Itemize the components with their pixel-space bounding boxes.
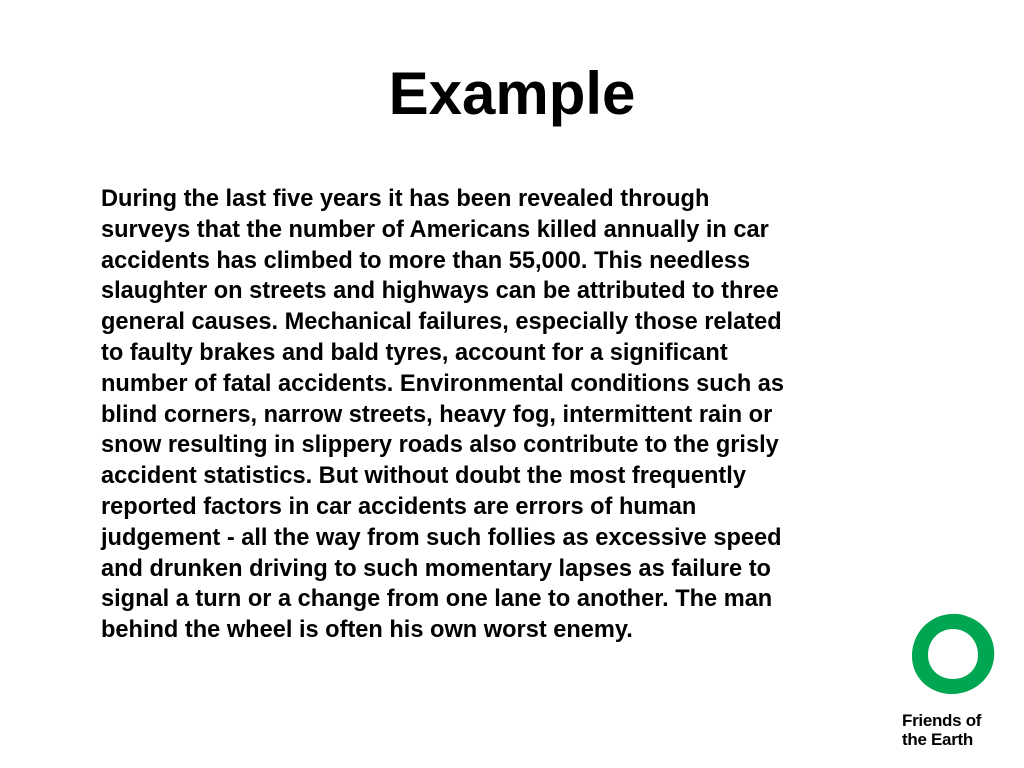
friends-of-the-earth-logo xyxy=(898,606,1010,756)
logo-text: Friends of the Earth xyxy=(902,711,982,749)
slide-title: Example xyxy=(388,60,636,127)
friends-of-the-earth-ring-icon xyxy=(906,608,998,700)
slide-body-text: During the last five years it has been revealed through surveys that the number of Americans killed annually in car accidents has climbed to more than 55,000. This needless slaughter on streets and highways can be attributed to three general causes. Mechanical failures, especially those related to faulty brakes and bald tyres, account for a significant number of fatal accidents. Environmental conditions such as blind corners, narrow streets, heavy fog, intermittent rain or snow resulting in slippery roads also contribute to the grisly accident statistics. But without doubt the most frequently reported factors in car accidents are errors of human judgement - all the way from such follies as excessive speed and drunken driving to such momentary lapses as failure to signal a turn or a change from one lane to another. The man behind the wheel is often his own worst enemy. xyxy=(101,186,785,644)
